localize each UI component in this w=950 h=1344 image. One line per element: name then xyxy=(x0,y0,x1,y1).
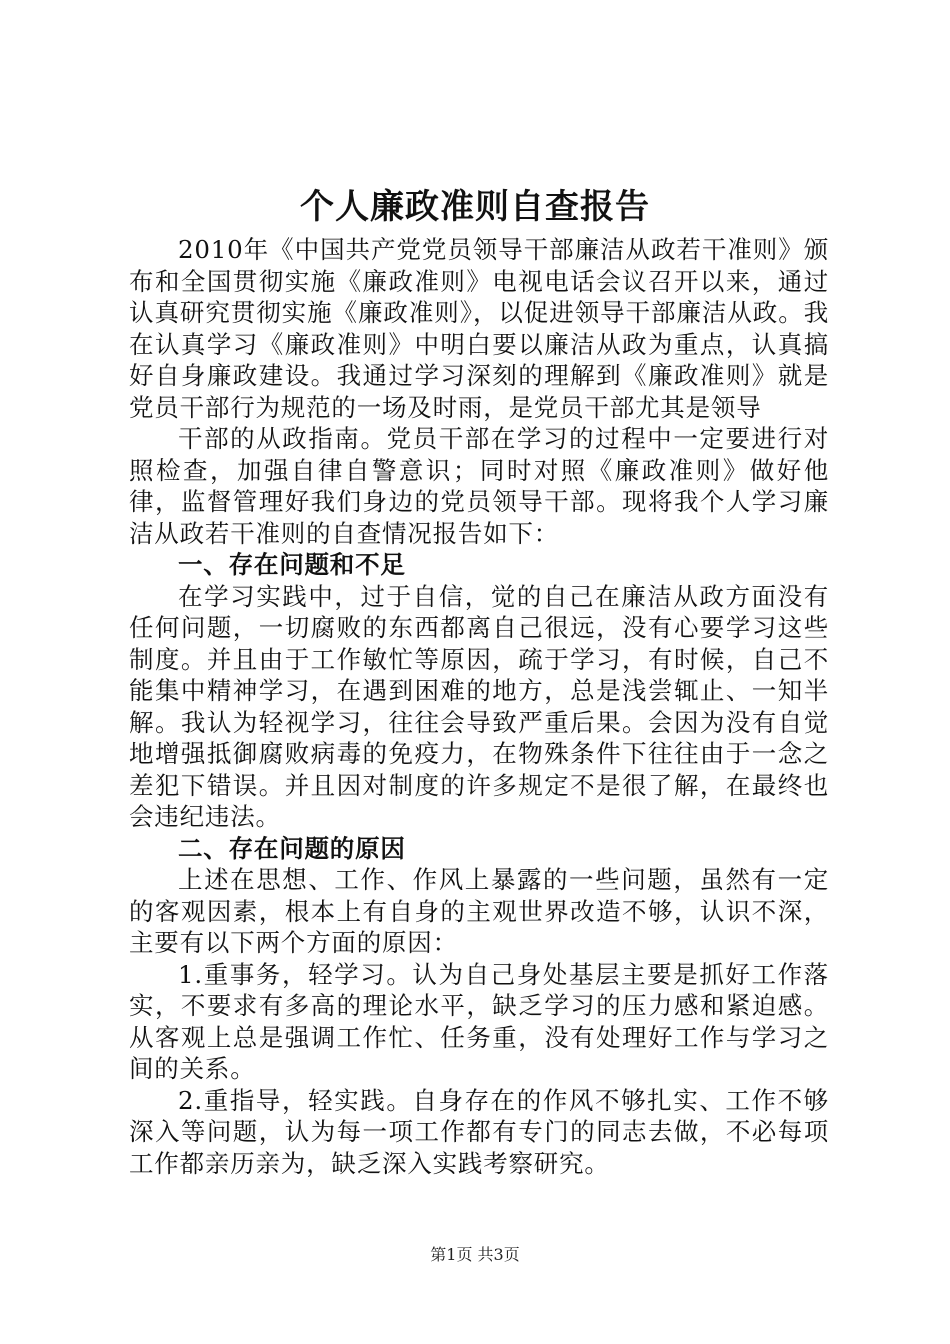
problems-paragraph: 在学习实践中，过于自信，觉的自己在廉洁从政方面没有任何问题，一切腐败的东西都离自己很远，没有心要学习这些制度。并且由于工作敏忙等原因，疏于学习，有时候，自己不能集中精神学习，在遇到困难的地方，总是浅尝辄止、一知半解。我认为轻视学习，往往会导致严重后果。会因为没有自觉地增强抵御腐败病毒的免疫力，在物殊条件下往往由于一念之差犯下错误。并且因对制度的许多规定不是很了解，在最终也会违纪违法。 xyxy=(129,581,829,831)
intro-paragraph: 2010年《中国共产党党员领导干部廉洁从政若干准则》颁布和全国贯彻实施《廉政准则》电视电话会议召开以来，通过认真研究贯彻实施《廉政准则》，以促进领导干部廉洁从政。我在认真学习《廉政准则》中明白要以廉洁从政为重点，认真搞好自身廉政建设。我通过学习深刻的理解到《廉政准则》就是党员干部行为规范的一场及时雨，是党员干部尤其是领导 xyxy=(129,235,829,422)
cause-item-2: 2.重指导，轻实践。自身存在的作风不够扎实、工作不够深入等问题，认为每一项工作都有专门的同志去做，不必每项工作都亲历亲为，缺乏深入实践考察研究。 xyxy=(129,1085,829,1178)
intro-continuation-paragraph: 干部的从政指南。党员干部在学习的过程中一定要进行对照检查，加强自律自警意识；同时对照《廉政准则》做好他律，监督管理好我们身边的党员领导干部。现将我个人学习廉洁从政若干准则的自查情况报告如下： xyxy=(129,424,829,548)
causes-intro-paragraph: 上述在思想、工作、作风上暴露的一些问题，虽然有一定的客观因素，根本上有自身的主观世界改造不够，认识不深，主要有以下两个方面的原因： xyxy=(129,865,829,957)
section-heading-causes: 二、存在问题的原因 xyxy=(178,833,406,863)
cause-item-1: 1.重事务，轻学习。认为自己身处基层主要是抓好工作落实，不要求有多高的理论水平，缺乏学习的压力感和紧迫感。从客观上总是强调工作忙、任务重，没有处理好工作与学习之间的关系。 xyxy=(129,959,829,1083)
document-title: 个人廉政准则自查报告 xyxy=(300,187,650,227)
page-footer: 第1页 共3页 xyxy=(430,1245,520,1264)
document-body xyxy=(129,234,829,1179)
section-heading-problems: 一、存在问题和不足 xyxy=(178,550,406,579)
